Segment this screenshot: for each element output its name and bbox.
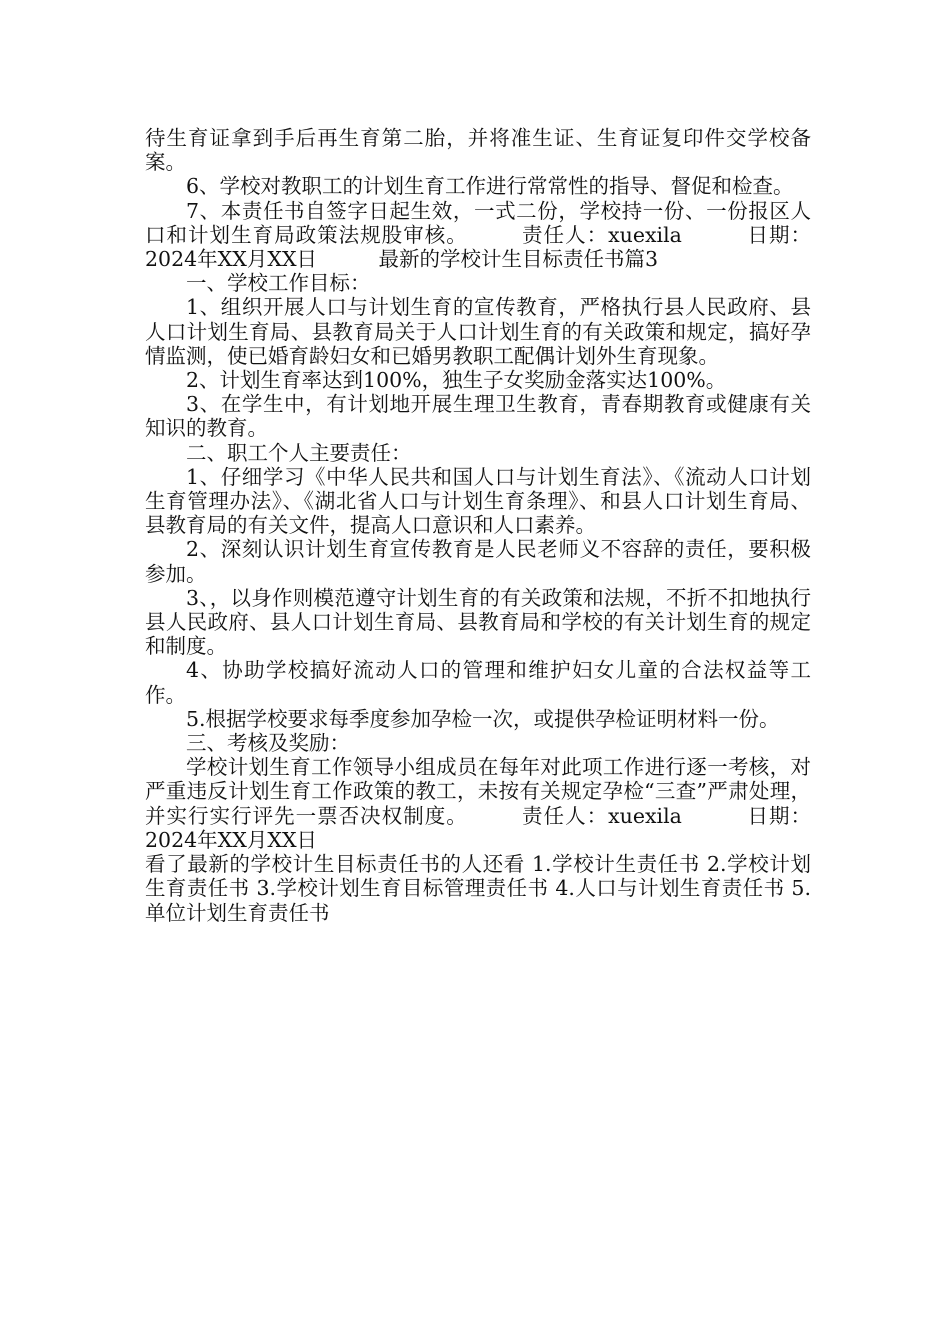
- document-body: [145, 126, 811, 925]
- paragraph-duty-5: 5.根据学校要求每季度参加孕检一次，或提供孕检证明材料一份。: [186, 706, 780, 731]
- paragraph-item-6: 6、学校对教职工的计划生育工作进行常常性的指导、督促和检查。: [186, 174, 794, 199]
- paragraph-goal-3: 3、在学生中，有计划地开展生理卫生教育，青春期教育或健康有关知识的教育。: [145, 392, 811, 441]
- paragraph-duty-3: 3、，以身作则模范遵守计划生育的有关政策和法规，不折不扣地执行县人民政府、县人口计划生育局、县教育局和学校的有关计划生育的规定和制度。: [145, 585, 811, 659]
- section-heading-school-goals: 一、学校工作目标：: [186, 271, 371, 296]
- paragraph-goal-2: 2、计划生育率达到100%，独生子女奖励金落实达100%。: [186, 368, 727, 393]
- paragraph-continuation: 待生育证拿到手后再生育第二胎，并将准生证、生育证复印件交学校备案。: [145, 126, 811, 175]
- related-links-paragraph: 看了最新的学校计生目标责任书的人还看 1.学校计生责任书 2.学校计划生育责任书 3.学校计划生育目标管理责任书 4.人口与计划生育责任书 5.单位计划生育责任书: [145, 852, 811, 925]
- paragraph-item-7: 7、本责任书自签字日起生效，一式二份，学校持一份、一份报区人口和计划生育局政策法规股审核。 责任人：xuexila 日期：2024年XX月XX日 最新的学校计生目标责任书篇3: [145, 198, 811, 272]
- section-heading-staff-duties: 二、职工个人主要责任：: [186, 440, 412, 465]
- paragraph-duty-1: 1、仔细学习《中华人民共和国人口与计划生育法》、《流动人口计划生育管理办法》、《湖北省人口与计划生育条理》、和县人口计划生育局、县教育局的有关文件，提高人口意识和人口素养。: [145, 464, 811, 538]
- paragraph-duty-2: 2、深刻认识计划生育宣传教育是人民老师义不容辞的责任，要积极参加。: [145, 537, 811, 586]
- paragraph-assessment: 学校计划生育工作领导小组成员在每年对此项工作进行逐一考核，对严重违反计划生育工作政策的教工，未按有关规定孕检“三查”严肃处理，并实行实行评先一票否决权制度。 责任人：xuexila 日期：2024年XX月XX日: [145, 755, 811, 852]
- paragraph-goal-1: 1、组织开展人口与计划生育的宣传教育，严格执行县人民政府、县人口计划生育局、县教育局关于人口计划生育的有关政策和规定，搞好孕情监测，使已婚育龄妇女和已婚男教职工配偶计划外生育现象。: [145, 295, 811, 368]
- section-heading-assessment: 三、考核及奖励：: [186, 731, 350, 756]
- paragraph-duty-4: 4、协助学校搞好流动人口的管理和维护妇女儿童的合法权益等工作。: [145, 658, 811, 707]
